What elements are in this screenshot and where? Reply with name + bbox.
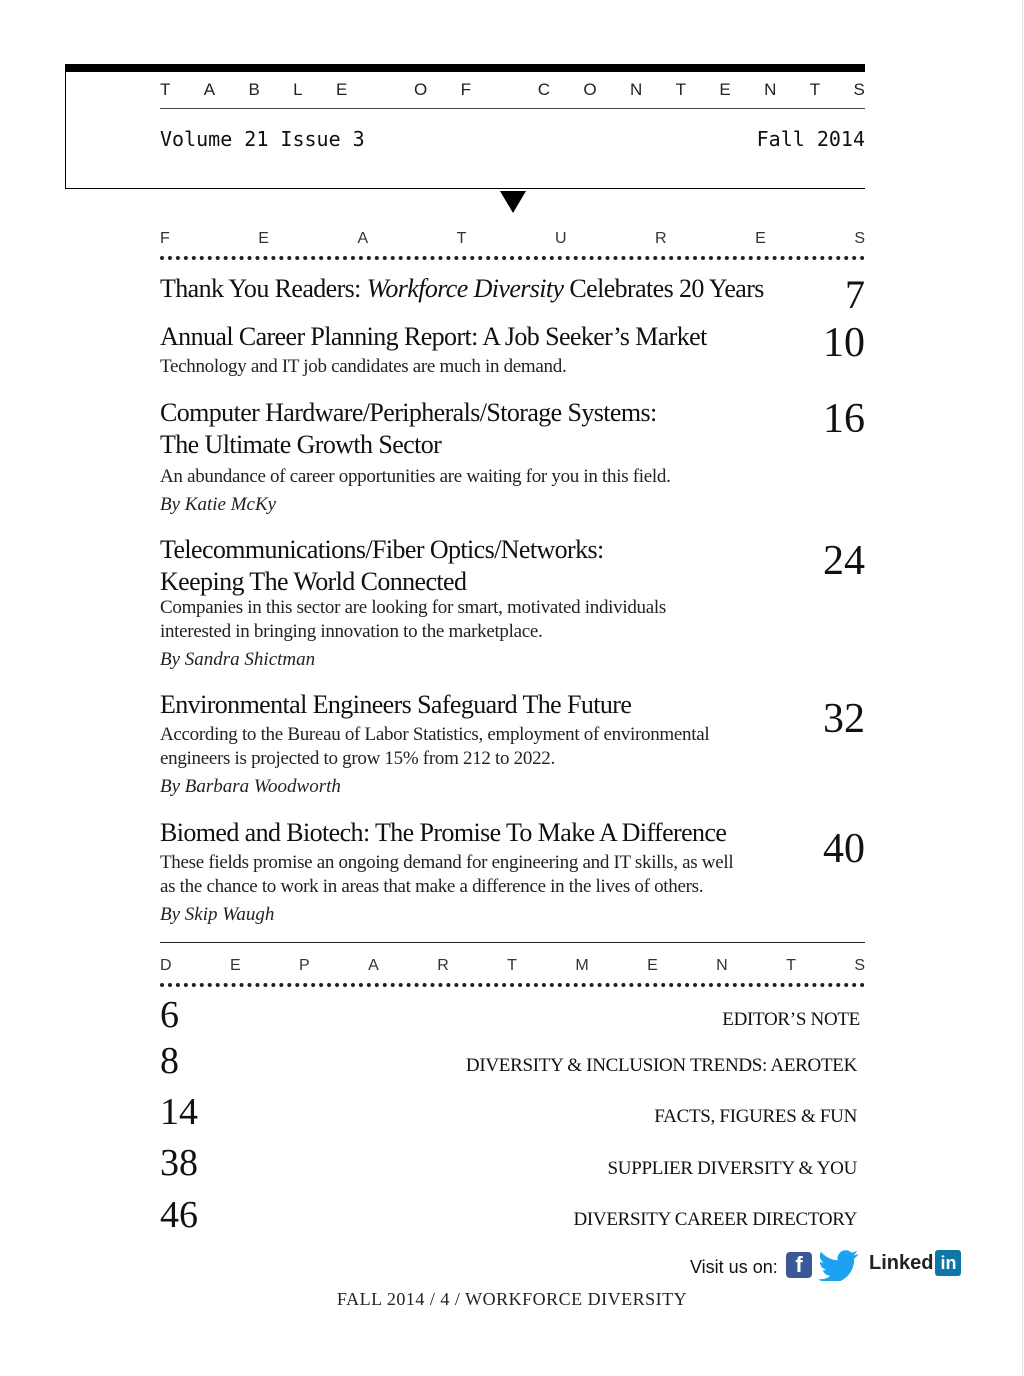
season: Fall 2014 [756, 127, 865, 151]
twitter-icon[interactable] [818, 1249, 860, 1281]
dotted-divider [160, 983, 865, 987]
feature-title: Telecommunications/Fiber Optics/Networks: Keeping The World Connected [160, 535, 604, 596]
title-letter: C [537, 80, 551, 99]
department-page-number[interactable]: 38 [160, 1142, 198, 1184]
feature-description: Companies in this sector are looking for smart, motivated individuals interested in bringing innovation to the marketplace. [160, 597, 666, 642]
feature-item[interactable] [160, 689, 865, 800]
heading-letter: P [299, 957, 310, 974]
feature-title: Computer Hardware/Peripherals/Storage Systems: The Ultimate Growth Sector [160, 398, 657, 459]
feature-title: Environmental Engineers Safeguard The Future [160, 690, 632, 719]
feature-description: According to the Bureau of Labor Statistics, employment of environmental engineers is projected to grow 15% from 212 to 2022. [160, 724, 710, 769]
title-letter: E [719, 80, 731, 99]
feature-item[interactable] [160, 397, 865, 518]
title-letter: N [764, 80, 777, 99]
feature-title: Biomed and Biotech: The Promise To Make A Difference [160, 818, 727, 847]
title-letter: T [809, 80, 821, 99]
feature-author: By Barbara Woodworth [160, 776, 341, 797]
down-triangle-icon [500, 191, 526, 213]
heading-letter: S [854, 957, 865, 974]
feature-page-number: 7 [845, 272, 865, 317]
feature-page-number: 24 [823, 538, 865, 584]
title-letter: O [583, 80, 597, 99]
heading-letter: E [229, 957, 241, 974]
heading-letter: F [160, 230, 170, 247]
title-letter: O [414, 80, 428, 99]
title-letter: S [853, 80, 865, 99]
linkedin-icon[interactable] [869, 1250, 961, 1276]
feature-item[interactable] [160, 534, 865, 673]
feature-author: By Sandra Shictman [160, 649, 316, 670]
feature-item[interactable] [160, 321, 865, 379]
feature-page-number: 16 [823, 396, 865, 442]
feature-author: By Skip Waugh [160, 904, 275, 925]
title-letter: F [460, 80, 472, 99]
title-divider [160, 108, 865, 109]
heading-letter: T [507, 957, 517, 974]
title-letter: B [248, 80, 260, 99]
heading-letter: U [554, 230, 567, 247]
department-name[interactable]: FACTS, FIGURES & FUN [654, 1106, 857, 1127]
heading-letter: R [655, 230, 667, 247]
facebook-icon[interactable]: f [786, 1252, 812, 1278]
title-letter: T [675, 80, 687, 99]
department-page-number[interactable]: 46 [160, 1194, 198, 1236]
title-letter: N [629, 80, 643, 99]
department-page-number[interactable]: 6 [160, 994, 179, 1036]
issue-info [160, 127, 865, 151]
feature-title: Thank You Readers: Workforce Diversity Celebrates 20 Years [160, 274, 764, 303]
heading-letter: A [357, 230, 369, 247]
heading-letter: N [716, 957, 728, 974]
title-letter: A [203, 80, 216, 99]
page-footer: FALL 2014 / 4 / WORKFORCE DIVERSITY [336, 1289, 688, 1309]
visit-us-label: Visit us on: [690, 1257, 778, 1277]
feature-description: Technology and IT job candidates are much in demand. [160, 356, 567, 377]
feature-page-number: 32 [823, 696, 865, 742]
department-name[interactable]: SUPPLIER DIVERSITY & YOU [607, 1158, 857, 1179]
heading-letter: E [258, 230, 269, 247]
volume-issue: Volume 21 Issue 3 [160, 127, 365, 151]
heading-letter: T [456, 230, 467, 247]
table-of-contents-title [160, 80, 865, 100]
feature-title: Annual Career Planning Report: A Job Seeker’s Market [160, 322, 707, 351]
feature-description: An abundance of career opportunities are waiting for you in this field. [160, 466, 671, 487]
linkedin-wordmark: Linked [869, 1251, 934, 1274]
departments-heading [160, 957, 865, 975]
heading-letter: M [575, 957, 589, 974]
heading-letter: E [755, 230, 766, 247]
title-letter: E [335, 80, 348, 99]
heading-letter: E [647, 957, 658, 974]
department-name[interactable]: DIVERSITY CAREER DIRECTORY [573, 1209, 857, 1230]
features-heading [160, 230, 865, 248]
feature-page-number: 40 [823, 826, 865, 872]
feature-page-number: 10 [823, 320, 865, 366]
heading-letter: A [368, 957, 379, 974]
heading-letter: S [854, 230, 865, 247]
department-page-number[interactable]: 8 [160, 1040, 179, 1082]
title-letter: T [160, 80, 171, 99]
feature-description: These fields promise an ongoing demand for engineering and IT skills, as well as the chance to work in areas that make a difference in the lives of others. [160, 852, 734, 897]
department-name[interactable]: EDITOR’S NOTE [722, 1009, 860, 1030]
heading-letter: R [437, 957, 449, 974]
title-letter: L [293, 80, 303, 99]
linkedin-in-box: in [935, 1250, 961, 1276]
department-page-number[interactable]: 14 [160, 1091, 198, 1133]
heading-letter: D [160, 957, 172, 974]
dotted-divider [160, 256, 865, 260]
feature-item[interactable] [160, 817, 865, 928]
heading-letter: T [786, 957, 796, 974]
section-divider [160, 942, 865, 943]
feature-author: By Katie McKy [160, 494, 277, 515]
department-name[interactable]: DIVERSITY & INCLUSION TRENDS: AEROTEK [465, 1055, 857, 1076]
feature-item[interactable] [160, 272, 865, 317]
